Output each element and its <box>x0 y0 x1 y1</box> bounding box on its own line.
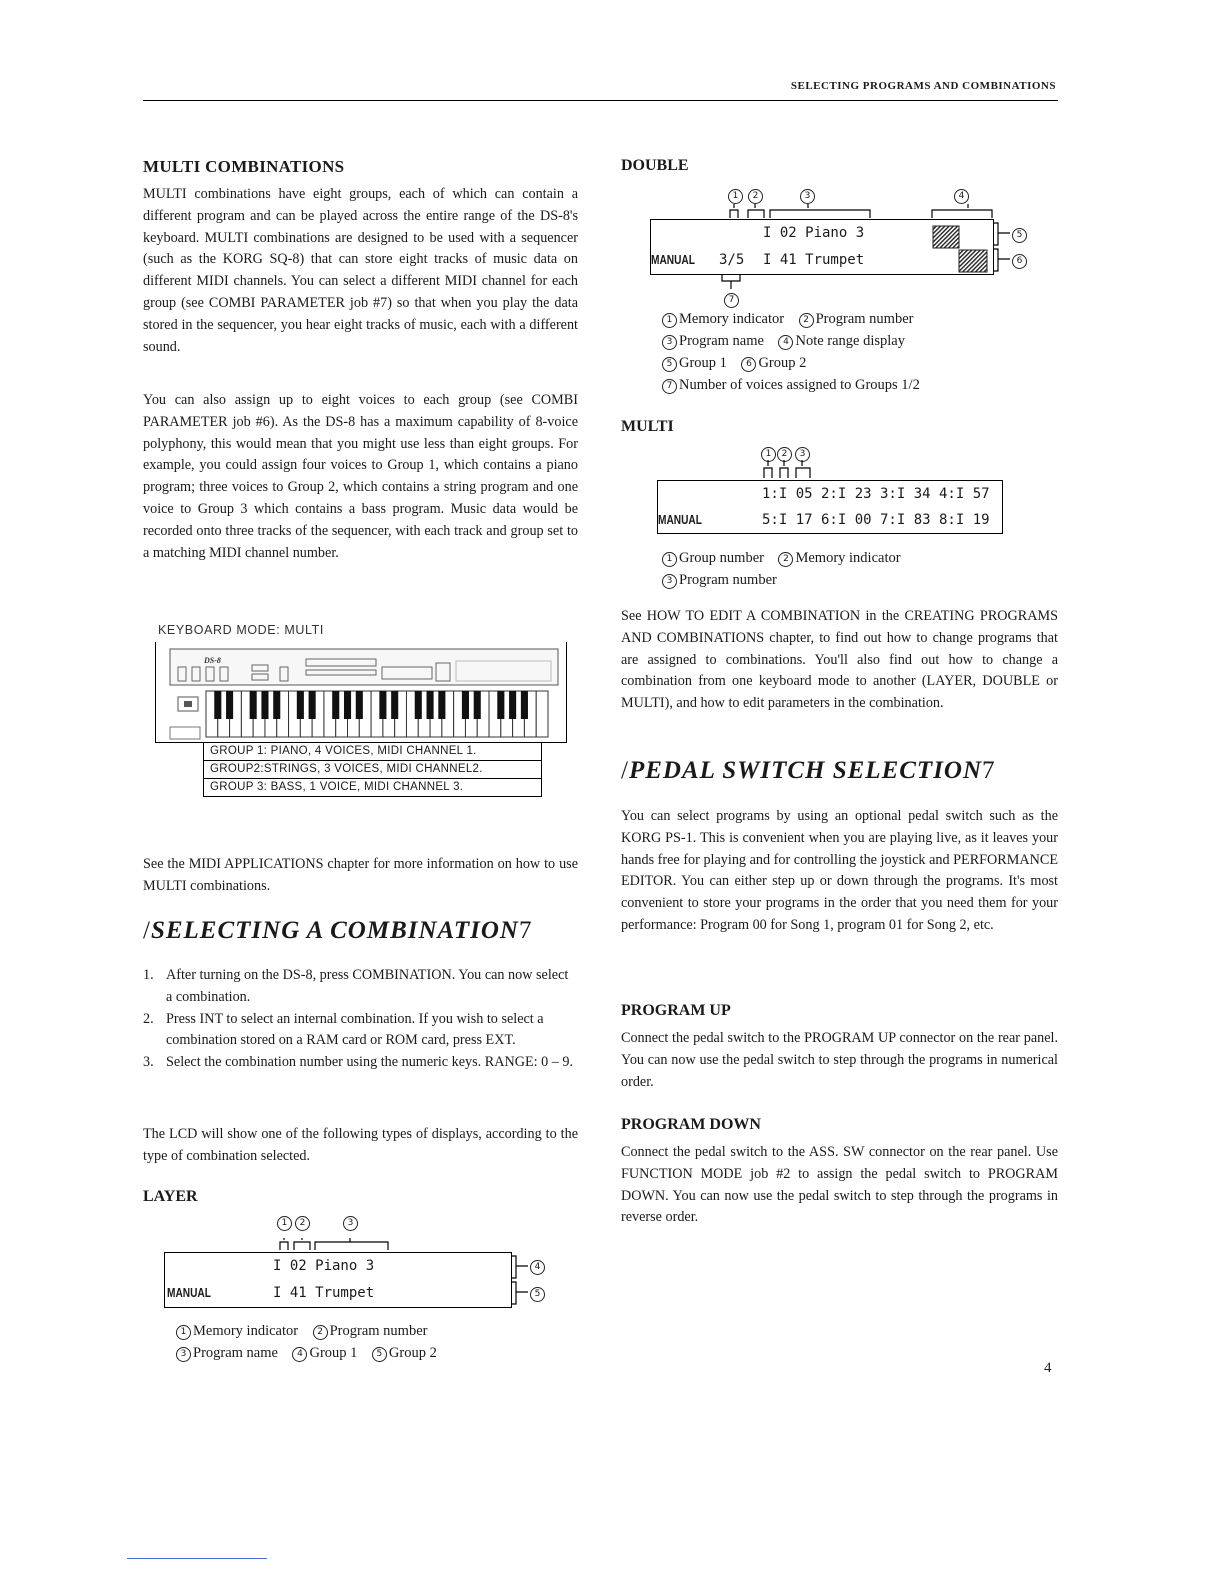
black-key <box>344 691 351 719</box>
layer-group-brackets <box>510 1252 532 1308</box>
see-midi-paragraph: See the MIDI APPLICATIONS chapter for more information on how to use MULTI combinations. <box>143 856 578 894</box>
program-up-heading: PROGRAM UP <box>621 1002 731 1019</box>
pedal-switch-banner: /PEDAL SWITCH SELECTION7 <box>621 757 996 784</box>
multi-mode: MANUAL <box>658 512 702 527</box>
multi-callout-1: 1 <box>761 444 778 462</box>
double-voices: 3/5 <box>719 252 745 268</box>
pedal-paragraph: You can select programs by using an optional pedal switch such as the KORG PS-1. This is convenient when you are playing live, as it leaves your hands free for playing and for controlling the joystick and PERFORMANCE EDITOR. You can either step up or down through the programs. It's most convenient to store your programs in the order that you need them for your performance: Program 00 for Song 1, program 01 for Song 2, etc. <box>621 808 1058 933</box>
page-number: 4 <box>1044 1360 1052 1376</box>
double-lcd <box>650 219 994 275</box>
black-key <box>273 691 280 719</box>
program-up-paragraph: Connect the pedal switch to the PROGRAM UP connector on the rear panel. You can now use the pedal switch to step through the programs in numerical order. <box>621 1030 1058 1090</box>
program-down-paragraph: Connect the pedal switch to the ASS. SW connector on the rear panel. Use FUNCTION MODE job #2 to assign the pedal switch to PROGRAM DOWN. You can now use the pedal switch to step through the programs in reverse order. <box>621 1144 1058 1226</box>
multi-callout-brackets <box>754 458 814 480</box>
multi-heading: MULTI <box>621 418 674 435</box>
layer-lcd <box>164 1252 512 1308</box>
program-down-heading: PROGRAM DOWN <box>621 1116 761 1133</box>
layer-callout-1: 1 <box>277 1216 294 1231</box>
double-callout-7: 7 <box>724 290 741 308</box>
multi-legend-row-1: 1 Group number 2 Memory indicator <box>662 547 901 569</box>
black-key <box>250 691 257 719</box>
layer-callout-5: 5 <box>530 1284 547 1302</box>
layer-mode: MANUAL <box>167 1285 211 1300</box>
black-key <box>214 691 221 719</box>
layer-callout-4: 4 <box>530 1257 547 1275</box>
double-mode: MANUAL <box>651 252 695 267</box>
group-box <box>203 742 542 797</box>
multi-lcd <box>657 480 1003 534</box>
black-key <box>226 691 233 719</box>
header-rule <box>143 100 1058 101</box>
black-key <box>297 691 304 719</box>
multi-legend-row-2: 3 Program number <box>662 569 777 591</box>
pedal-banner-text: PEDAL SWITCH SELECTION <box>628 757 983 784</box>
double-callout-brackets <box>720 200 1000 220</box>
layer-callout-brackets <box>270 1232 400 1254</box>
see-edit-paragraph: See HOW TO EDIT A COMBINATION in the CREATING PROGRAMS AND COMBINATIONS chapter, to find out how to change programs that are assigned to combinations. You'll also find out how to change a combination from one keyboard mode to another (LAYER, DOUBLE or MULTI), and how to edit parameters in the combination. <box>621 608 1058 712</box>
step-1: 1. After turning on the DS-8, press COMBINATION. You can now select a combination. <box>143 967 569 1005</box>
step-2: 2. Press INT to select an internal combination. If you wish to select a combination stored on a RAM card or ROM card, press EXT. <box>143 1010 544 1049</box>
double-callout-5: 5 <box>1012 225 1029 243</box>
black-key <box>332 691 339 719</box>
keyboard-logo: DS-8 <box>204 656 221 665</box>
selecting-combination-banner: /SELECTING A COMBINATION7 <box>143 917 533 944</box>
multi-callout-3: 3 <box>795 444 812 462</box>
steps-list <box>143 965 578 1074</box>
black-key <box>474 691 481 719</box>
black-key <box>261 691 268 719</box>
double-legend-row-3: 5 Group 1 6 Group 2 <box>662 352 806 374</box>
black-key <box>497 691 504 719</box>
layer-legend-row-1: 1 Memory indicator 2 Program number <box>176 1320 427 1342</box>
double-callout-3: 3 <box>800 186 817 204</box>
double-legend-row-4: 7 Number of voices assigned to Groups 1/2 <box>662 374 920 396</box>
layer-line-2: I 41 Trumpet <box>273 1285 375 1301</box>
double-callout-4: 4 <box>954 186 971 204</box>
double-callout-2: 2 <box>748 186 765 204</box>
black-key <box>415 691 422 719</box>
note-range-display <box>931 222 989 274</box>
group-line-1: GROUP 1: PIANO, 4 VOICES, MIDI CHANNEL 1. <box>203 742 542 761</box>
layer-legend-row-2: 3 Program name 4 Group 1 5 Group 2 <box>176 1342 437 1364</box>
layer-line-1: I 02 Piano 3 <box>273 1258 375 1274</box>
group-line-3: GROUP 3: BASS, 1 VOICE, MIDI CHANNEL 3. <box>203 779 542 797</box>
double-legend-row-1: 1 Memory indicator 2 Program number <box>662 308 913 330</box>
double-legend-row-2: 3 Program name 4 Note range display <box>662 330 905 352</box>
black-key <box>427 691 434 719</box>
layer-callout-2: 2 <box>295 1216 312 1231</box>
layer-heading: LAYER <box>143 1188 198 1205</box>
black-key <box>462 691 469 719</box>
double-line-2: I 41 Trumpet <box>763 252 865 268</box>
group-line-2: GROUP2:STRINGS, 3 VOICES, MIDI CHANNEL2. <box>203 761 542 779</box>
black-key <box>309 691 316 719</box>
black-key <box>356 691 363 719</box>
double-callout-7-bracket <box>718 273 748 291</box>
running-header: SELECTING PROGRAMS AND COMBINATIONS <box>790 80 1056 92</box>
multi-paragraph-2: You can also assign up to eight voices to each group (see COMBI PARAMETER job #6). As the DS-8 has a maximum capability of 8-voice polyphony, this would mean that you might use less than eight groups. For example, you could assign four voices to Group 1, which contains a piano program; three voices to Group 2, which contains a string program and one voice to Group 3 which contains a bass program. Music data would be recorded onto three tracks of the sequencer, with each track and group set to a matching MIDI channel number. <box>143 392 578 561</box>
step-3: 3. Select the combination number using the numeric keys. RANGE: 0 – 9. <box>143 1054 574 1071</box>
keyboard-illustration <box>156 643 566 743</box>
black-key <box>379 691 386 719</box>
layer-callout-3: 3 <box>343 1216 360 1231</box>
black-key <box>391 691 398 719</box>
figure-caption: KEYBOARD MODE: MULTI <box>158 623 324 637</box>
selecting-banner-text: SELECTING A COMBINATION <box>150 917 519 944</box>
white-key <box>536 691 548 737</box>
multi-callout-2: 2 <box>777 444 794 462</box>
double-heading: DOUBLE <box>621 157 689 174</box>
multi-paragraph-1: MULTI combinations have eight groups, each of which can contain a different program and can be played across the entire range of the DS-8's keyboard. MULTI combinations are designed to be used with a sequencer (such as the KORG SQ-8) that can store eight tracks of music data on different MIDI channels. You can select a different MIDI channel for each group (see COMBI PARAMETER job #7) so that when you play the data stored in the sequencer, you hear eight tracks of music, each with a different sound. <box>143 186 578 355</box>
black-key <box>509 691 516 719</box>
double-line-1: I 02 Piano 3 <box>763 225 865 241</box>
lcd-note-paragraph: The LCD will show one of the following types of displays, according to the type of combination selected. <box>143 1126 578 1164</box>
multi-line-2: 5:I 17 6:I 00 7:I 83 8:I 19 <box>762 512 990 528</box>
black-key <box>438 691 445 719</box>
multi-line-1: 1:I 05 2:I 23 3:I 34 4:I 57 <box>762 486 990 502</box>
multi-combinations-heading: MULTI COMBINATIONS <box>143 157 345 176</box>
black-key <box>521 691 528 719</box>
double-callout-6: 6 <box>1012 251 1029 269</box>
double-callout-1: 1 <box>728 186 745 204</box>
footer-rule <box>127 1558 267 1559</box>
